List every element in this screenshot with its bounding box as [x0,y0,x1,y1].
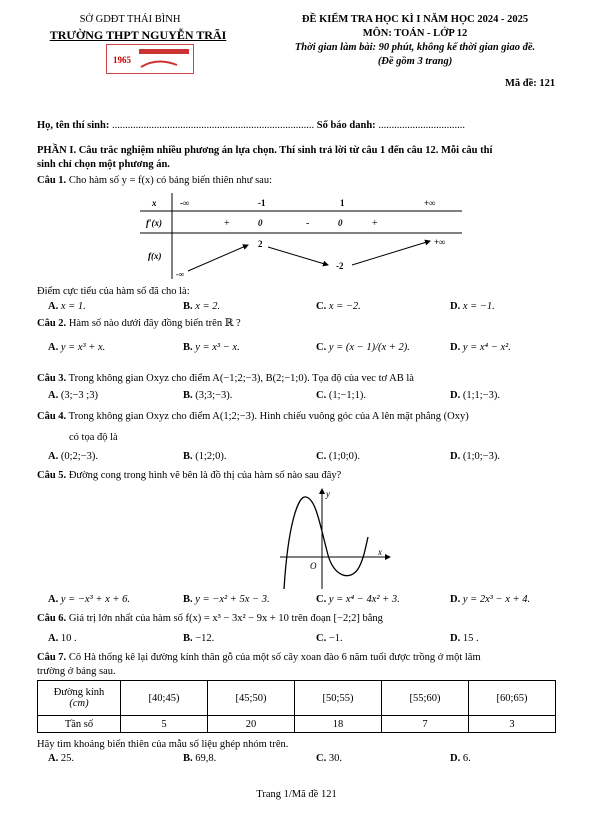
frequency-table [37,680,556,733]
q7-option-d[interactable]: D. 6. [450,753,471,764]
q3-option-a[interactable]: A. (3;−3 ;3) [48,390,98,401]
question-7: Câu 7. Cô Hà thống kê lại đường kính thân gỗ của một số cây xoan đào 6 năm tuổi được trồng ở một lâm [37,652,481,663]
vt-sign: - [306,218,310,229]
vt-sign: 0 [338,218,343,228]
q7-option-b[interactable]: B. 69,8. [183,753,217,764]
variation-table [140,193,462,280]
name-label: Họ, tên thí sinh: [37,120,112,131]
page-footer: Trang 1/Mã đề 121 [256,789,337,800]
question-4: Câu 4. Trong không gian Oxyz cho điểm A(1;2;−3). Hình chiếu vuông góc của A lên mặt phẳng (Oxy) [37,411,469,422]
vt-arrow [188,245,248,271]
q1-question: Điểm cực tiểu của hàm số đã cho là: [37,286,190,297]
exam-code: Mã đề: 121 [505,78,556,89]
x-axis-label: x [378,547,382,557]
q1-option-c[interactable]: C. x = −2. [316,301,361,312]
q1-text: Cho hàm số y = f(x) có bảng biến thiên như sau: [66,175,273,186]
q3-option-b[interactable]: B. (3;3;−3). [183,390,233,401]
question-5: Câu 5. Đường cong trong hình vẽ bên là đồ thị của hàm số nào sau đây? [37,470,342,481]
exam-time: Thời gian làm bài: 90 phút, không kể thời gian giao đề. [294,42,536,53]
q6-option-d[interactable]: D. 15 . [450,633,479,644]
vt-sign: + [224,218,230,229]
q7-text-2: trường ở bảng sau. [37,666,116,677]
question-6: Câu 6. Giá trị lớn nhất của hàm số f(x) = x³ − 3x² − 9x + 10 trên đoạn [−2;2] bằng [37,613,383,624]
q2-option-c[interactable]: C. y = (x − 1)/(x + 2). [316,342,410,353]
vt-sign: 0 [258,218,263,228]
q1-option-d[interactable]: D. x = −1. [450,301,495,312]
q1-option-b[interactable]: B. x = 2. [183,301,221,312]
q3-option-c[interactable]: C. (1;−1;1). [316,390,366,401]
vt-x-value: -1 [258,198,266,208]
student-info-line [37,120,465,131]
q5-option-b[interactable]: B. y = −x² + 5x − 3. [183,594,270,605]
range-cell: [45;50) [208,681,295,716]
school-logo [106,44,194,74]
vt-f-value: -2 [336,261,344,271]
freq-cell: 3 [469,716,556,733]
part1-instructions-2: sinh chỉ chọn một phương án. [37,159,170,170]
q5-option-d[interactable]: D. y = 2x³ − x + 4. [450,594,531,605]
q6-option-b[interactable]: B. −12. [183,633,215,644]
exam-title: ĐỀ KIỂM TRA HỌC KÌ I NĂM HỌC 2024 - 2025 [301,14,529,25]
freq-label-cell: Tần số [38,716,121,733]
subject: MÔN: TOÁN - LỚP 12 [362,28,468,39]
q4-text-2: có tọa độ là [69,432,118,443]
school-name: TRƯỜNG THPT NGUYỄN TRÃI [49,28,227,42]
freq-cell: 18 [295,716,382,733]
logo-year: 1965 [113,55,131,65]
freq-cell: 5 [121,716,208,733]
range-cell: [55;60) [382,681,469,716]
q7-option-a[interactable]: A. 25. [48,753,74,764]
sbd-field[interactable]: ................................. [378,120,465,131]
vt-f-value: -∞ [176,270,185,279]
vt-x-label: x [152,198,157,208]
vt-f-label: f(x) [148,251,162,261]
q4-option-b[interactable]: B. (1;2;0). [183,451,227,462]
q4-option-c[interactable]: C. (1;0;0). [316,451,361,462]
page-count: (Đề gồm 3 trang) [377,56,453,67]
vt-arrow [268,247,328,265]
q7-question: Hãy tìm khoảng biến thiên của mẫu số liệu ghép nhóm trên. [37,739,289,750]
q5-option-a[interactable]: A. y = −x³ + x + 6. [48,594,130,605]
question-1 [37,175,272,186]
freq-cell: 20 [208,716,295,733]
function-graph [262,485,392,591]
q6-option-a[interactable]: A. 10 . [48,633,77,644]
range-cell: [50;55) [295,681,382,716]
sbd-label: Số báo danh: [316,120,379,131]
q6-option-c[interactable]: C. −1. [316,633,343,644]
q3-option-d[interactable]: D. (1;1;−3). [450,390,500,401]
vt-x-value: -∞ [180,198,190,208]
vt-f-value: 2 [258,239,263,249]
question-3: Câu 3. Trong không gian Oxyz cho điểm A(−1;2;−3), B(2;−1;0). Tọa độ của vec tơ AB là [37,373,414,384]
table-row [38,681,556,716]
range-cell: [60;65) [469,681,556,716]
q4-option-d[interactable]: D. (1;0;−3). [450,451,500,462]
q4-option-a[interactable]: A. (0;2;−3). [48,451,98,462]
vt-f-value: +∞ [434,237,446,247]
q2-option-b[interactable]: B. y = x³ − x. [183,342,240,353]
origin-label: O [310,561,317,571]
table-header-cell: Đường kính (cm) [38,681,121,716]
vt-x-value: 1 [340,198,345,208]
q2-option-a[interactable]: A. y = x³ + x. [48,342,106,353]
name-field[interactable]: ............................................................................. [111,120,315,131]
vt-sign: + [372,218,378,229]
range-cell: [40;45) [121,681,208,716]
vt-x-value: +∞ [424,198,436,208]
freq-cell: 7 [382,716,469,733]
part1-instructions: PHẦN I. Câu trắc nghiệm nhiều phương án lựa chọn. Thí sinh trả lời từ câu 1 đến câu 12. Mỗi câu thí [37,145,493,156]
q1-option-a[interactable]: A. x = 1. [48,301,86,312]
vt-arrow [352,241,430,265]
q2-option-d[interactable]: D. y = x⁴ − x². [450,342,511,353]
q1-label: Câu 1. [37,175,67,186]
y-axis-label: y [326,489,330,499]
q5-option-c[interactable]: C. y = x⁴ − 4x² + 3. [316,594,400,605]
department-name: SỞ GDĐT THÁI BÌNH [79,14,181,25]
q7-option-c[interactable]: C. 30. [316,753,342,764]
table-row [38,716,556,733]
function-curve [284,497,368,589]
vt-fp-label: f′(x) [146,218,163,228]
question-2: Câu 2. Hàm số nào dưới đây đồng biến trên ℝ ? [37,318,241,329]
